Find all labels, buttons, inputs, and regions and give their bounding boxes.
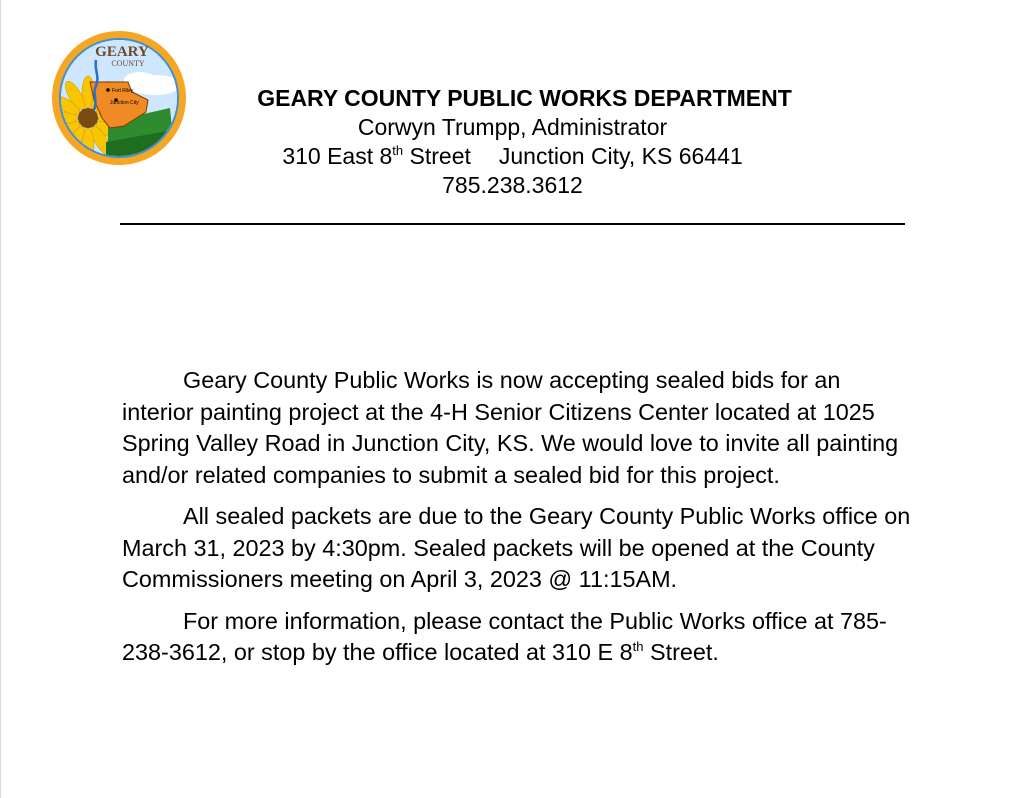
logo-text-county: COUNTY <box>111 59 145 68</box>
address-street-post: Street <box>403 143 471 169</box>
page-edge <box>0 0 1 798</box>
contact-text-pre: For more information, please contact the Public Works office at 785-238-3612, or stop by the office located at 310 E 8 <box>122 607 887 665</box>
contact-street-ordinal: th <box>632 639 644 654</box>
letterhead <box>120 84 905 200</box>
paragraph-contact <box>122 606 912 669</box>
contact-text-post: Street. <box>643 639 719 665</box>
administrator-line: Corwyn Trumpp, Administrator <box>357 114 668 140</box>
paragraph-deadline: All sealed packets are due to the Geary County Public Works office on March 31, 2023 by 4:30pm. Sealed packets will be opened at the County Commissioners meeting on April 3, 2023 @ 11:15AM. <box>122 503 911 592</box>
address-street-ordinal: th <box>392 143 404 158</box>
logo-label-junction-city: Junction City <box>110 100 139 106</box>
address-line <box>120 142 905 171</box>
address-city: Junction City, KS 66441 <box>498 143 743 169</box>
paragraph-bid-announcement: Geary County Public Works is now accepting sealed bids for an interior painting project at the 4-H Senior Citizens Center located at 1025 Spring Valley Road in Junction City, KS. We would love to invite all painting and/or related companies to submit a sealed bid for this project. <box>122 367 899 488</box>
header-divider <box>120 223 905 225</box>
department-name: GEARY COUNTY PUBLIC WORKS DEPARTMENT <box>257 85 792 111</box>
logo-text-geary: GEARY <box>95 44 149 60</box>
phone-line: 785.238.3612 <box>442 172 583 198</box>
logo-label-fort-riley: Fort Riley <box>112 88 134 94</box>
letter-body <box>122 365 912 679</box>
address-street-pre: 310 East 8 <box>282 143 393 169</box>
